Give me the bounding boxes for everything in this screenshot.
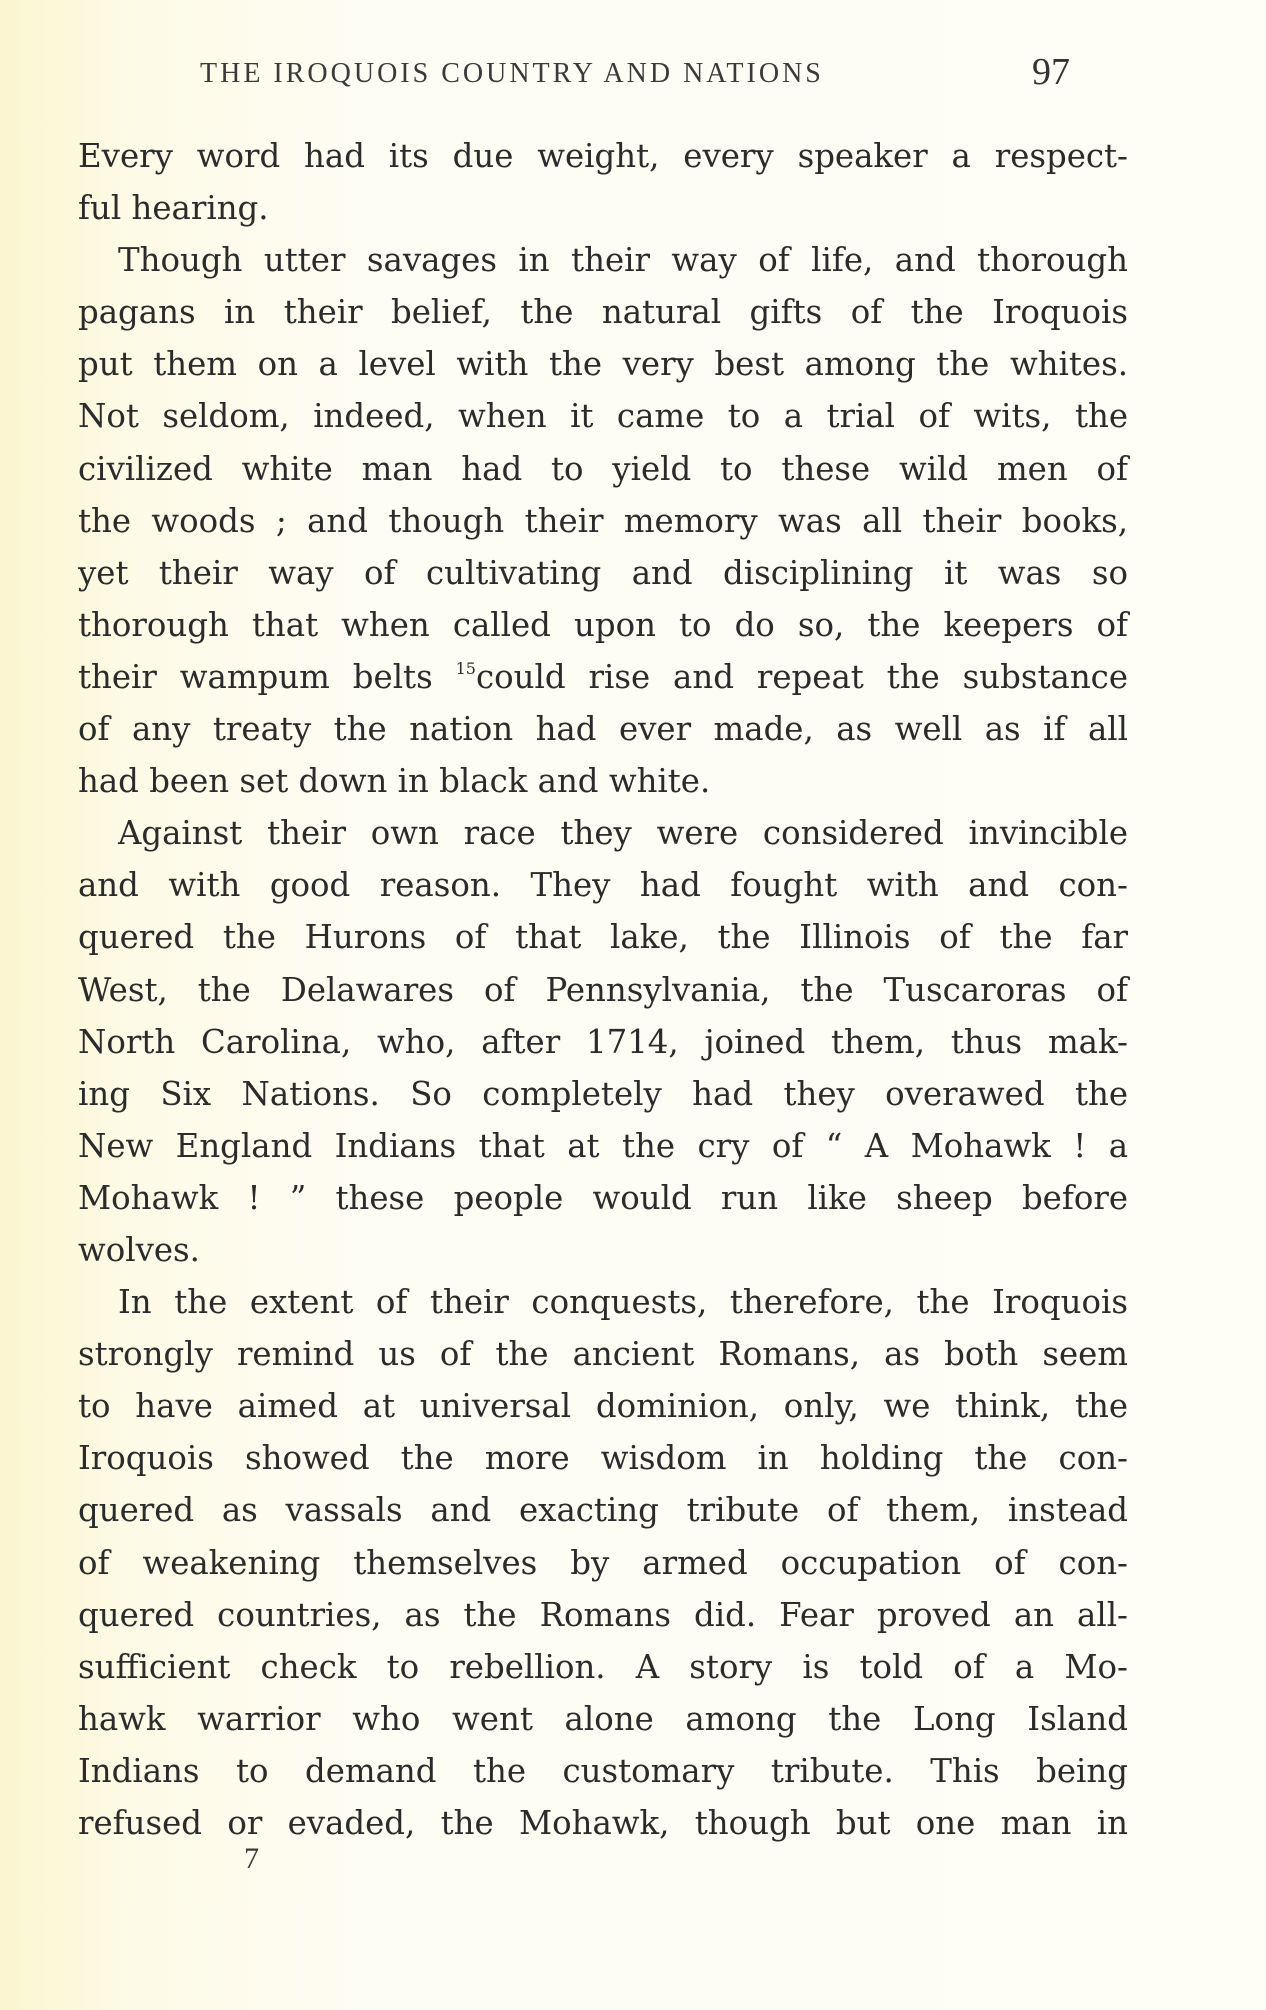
text-line: the woods ; and though their memory was all their books, [78, 501, 1128, 540]
text-line: to have aimed at universal dominion, only, we think, the [78, 1387, 1128, 1426]
text-line: hawk warrior who went alone among the Long Island [78, 1699, 1128, 1738]
text-line: In the extent of their conquests, therefore, the Iroquois [118, 1283, 1128, 1322]
text-line: strongly remind us of the ancient Romans, as both seem [78, 1335, 1128, 1374]
text-segment: their wampum belts [78, 657, 456, 696]
text-line: of any treaty the nation had ever made, as well as if all [78, 710, 1128, 749]
text-line: quered the Hurons of that lake, the Illinois of the far [78, 918, 1128, 957]
text-line: had been set down in black and white. [78, 762, 711, 801]
text-line: refused or evaded, the Mohawk, though but one man in [78, 1804, 1128, 1842]
text-segment: could rise and repeat the substance [475, 657, 1128, 696]
text-line: pagans in their belief, the natural gifts of the Iroquois [78, 293, 1128, 332]
text-line [78, 651, 1128, 703]
text-line: wolves. [78, 1230, 200, 1269]
body-text [78, 130, 1128, 1849]
page-number: 97 [1032, 51, 1070, 93]
text-line: Against their own race they were considered invincible [118, 814, 1128, 853]
text-line: Indians to demand the customary tribute. This being [78, 1751, 1128, 1790]
text-line: and with good reason. They had fought with and con- [78, 866, 1128, 905]
text-line: thorough that when called upon to do so, the keepers of [78, 605, 1128, 644]
text-line: sufficient check to rebellion. A story is told of a Mo- [78, 1647, 1128, 1686]
text-line: put them on a level with the very best among the whites. [78, 345, 1128, 384]
text-line: West, the Delawares of Pennsylvania, the Tuscaroras of [78, 970, 1128, 1009]
text-line: ing Six Nations. So completely had they overawed the [78, 1074, 1128, 1113]
text-line: civilized white man had to yield to these wild men of [78, 449, 1128, 488]
text-line: of weakening themselves by armed occupation of con- [78, 1543, 1128, 1582]
footnote-reference: 15 [455, 658, 476, 678]
text-line: Every word had its due weight, every speaker a respect- [78, 137, 1128, 175]
text-line: Mohawk ! ” these people would run like sheep before [78, 1178, 1128, 1217]
text-line: Iroquois showed the more wisdom in holding the con- [78, 1439, 1128, 1478]
text-line: quered countries, as the Romans did. Fear proved an all- [78, 1595, 1128, 1634]
text-line: New England Indians that at the cry of “ A Mohawk ! a [78, 1126, 1128, 1165]
text-line: yet their way of cultivating and disciplining it was so [78, 553, 1128, 592]
text-line: ful hearing. [78, 189, 269, 228]
text-line: North Carolina, who, after 1714, joined them, thus mak- [78, 1022, 1128, 1061]
running-head-title: THE IROQUOIS COUNTRY AND NATIONS [200, 58, 824, 89]
text-line: Though utter savages in their way of life, and thorough [118, 241, 1128, 280]
signature-mark: 7 [244, 1842, 259, 1875]
text-line: Not seldom, indeed, when it came to a trial of wits, the [78, 397, 1128, 436]
running-head [200, 50, 1070, 102]
text-line: quered as vassals and exacting tribute of them, instead [78, 1491, 1128, 1530]
